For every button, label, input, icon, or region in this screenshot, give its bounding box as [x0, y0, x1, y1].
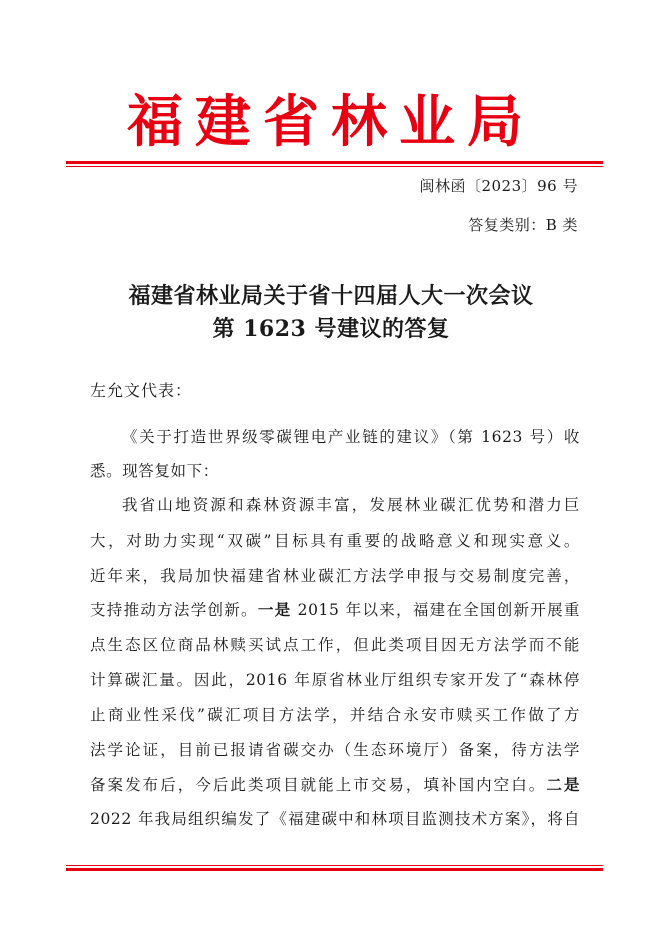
header-red-rule [66, 161, 603, 164]
salutation: 左允文代表： [90, 381, 193, 400]
reply-category: 答复类别：B 类 [468, 216, 578, 234]
agency-header-title: 福建省林业局 [127, 89, 535, 155]
text-segment: 2015 年以来，福建在全国创新开展重 [291, 601, 580, 619]
text-segment: 支持推动方法学创新。 [90, 601, 258, 619]
paragraph-1-line-2: 悉。现答复如下： [90, 462, 219, 480]
paragraph-2-line-7: 止商业性采伐”碳汇项目方法学，并结合永安市赎买工作做了方 [90, 706, 580, 724]
paragraph-2-line-2: 大，对助力实现“双碳”目标具有重要的战略意义和现实意义。 [90, 532, 580, 550]
second-point-marker: 二是 [546, 775, 580, 794]
header-red-rule-thin [66, 166, 603, 167]
paragraph-2-line-6: 计算碳汇量。因此，2016 年原省林业厅组织专家开发了“森林停 [90, 671, 580, 689]
text-segment: 备案发布后，今后此类项目就能上市交易，填补国内空白。 [90, 776, 547, 794]
first-point-marker: 一是 [257, 600, 292, 619]
paragraph-2-line-3: 近年来，我局加快福建省林业碳汇方法学申报与交易制度完善， [90, 567, 580, 585]
footer-red-rule-thin [66, 865, 603, 866]
footer-red-rule [66, 868, 603, 871]
document-title-line-2: 第 1623 号建议的答复 [212, 316, 450, 342]
document-number: 闽林函〔2023〕96 号 [419, 177, 578, 195]
paragraph-2-line-5: 点生态区位商品林赎买试点工作，但此类项目因无方法学而不能 [90, 636, 580, 654]
paragraph-2-line-1: 我省山地资源和森林资源丰富，发展林业碳汇优势和潜力巨 [122, 496, 580, 514]
document-title-line-1: 福建省林业局关于省十四届人大一次会议 [128, 283, 534, 309]
paragraph-2-line-9 [90, 774, 580, 796]
paragraph-1-line-1: 《关于打造世界级零碳锂电产业链的建议》（第 1623 号）收 [122, 428, 580, 446]
paragraph-2-line-4 [90, 599, 580, 621]
paragraph-2-line-10: 2022 年我局组织编发了《福建碳中和林项目监测技术方案》，将自 [90, 810, 580, 828]
paragraph-2-line-8: 法学论证，目前已报请省碳交办（生态环境厅）备案，待方法学 [90, 741, 580, 759]
